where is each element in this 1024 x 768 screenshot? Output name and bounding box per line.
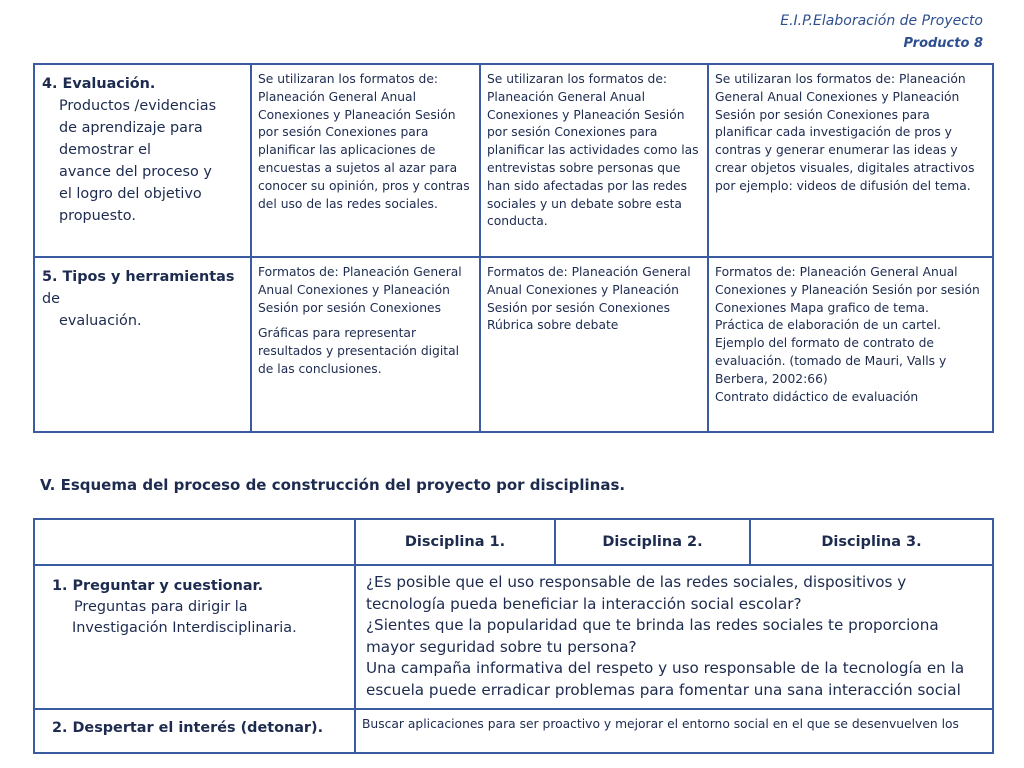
evaluation-description-line: avance del proceso y [59, 164, 212, 180]
tools-cell-3-line: Práctica de elaboración de un cartel. [715, 318, 941, 333]
evaluation-cell-3: Se utilizaran los formatos de: Planeación General Anual Conexiones y Planeación Sesión por sesión Conexiones para planificar cada investigación de pros y contras y generar enumerar las ideas y crear objetos visuales, digitales atractivos por ejemplo: videos de difusión del tema. [708, 64, 993, 257]
evaluation-cell-2: Se utilizaran los formatos de: Planeación General Anual Conexiones y Planeación Sesión por sesión Conexiones para planificar las actividades como las entrevistas sobre personas que han sido afectadas por las redes sociales y un debate sobre esta conducta. [480, 64, 708, 257]
question-label-cell [34, 565, 355, 709]
evaluation-description-line: el logro del objetivo [59, 186, 202, 202]
question-heading: 1. Preguntar y cuestionar. [52, 578, 264, 594]
evaluation-table [33, 63, 994, 433]
evaluation-heading: 4. Evaluación. [42, 76, 156, 92]
guiding-question: ¿Es posible que el uso responsable de las redes sociales, dispositivos y tecnología pueda beneficiar la interacción social escolar? [366, 573, 907, 613]
tools-cell-2-line: Rúbrica sobre debate [487, 318, 619, 333]
evaluation-row [34, 64, 993, 257]
evaluation-description-line: propuesto. [59, 208, 136, 224]
interest-label: 2. Despertar el interés (detonar). [34, 709, 355, 753]
tools-cell-1-para: Formatos de: Planeación General Anual Conexiones y Planeación Sesión por sesión Conexiones [258, 265, 462, 315]
tools-cell-3-line: Ejemplo del formato de contrato de evaluación. (tomado de Mauri, Valls y Berbera, 2002:66) [715, 336, 947, 386]
evaluation-label-cell [34, 64, 251, 257]
document-header-product: Producto 8 [903, 36, 983, 51]
evaluation-description-line: de aprendizaje para [59, 120, 203, 136]
question-row [34, 565, 993, 709]
question-subheading: Preguntas para dirigir la [74, 599, 248, 615]
guiding-questions-cell [355, 565, 993, 709]
section-title: V. Esquema del proceso de construcción del proyecto por disciplinas. [40, 476, 626, 494]
tools-cell-3 [708, 257, 993, 432]
tools-heading-line2: evaluación. [59, 313, 142, 329]
tools-label-cell [34, 257, 251, 432]
evaluation-description-line: Productos /evidencias [59, 98, 217, 114]
guiding-question: Una campaña informativa del respeto y uso responsable de la tecnología en la escuela puede erradicar problemas para fomentar una sana interacción social [366, 659, 965, 699]
tools-cell-3-line: Formatos de: Planeación General Anual Conexiones y Planeación Sesión por sesión Conexiones Mapa grafico de tema. [715, 265, 980, 315]
discipline-1-header: Disciplina 1. [355, 519, 555, 565]
tools-cell-2 [480, 257, 708, 432]
discipline-3-header: Disciplina 3. [750, 519, 993, 565]
disciplines-header-row [34, 519, 993, 565]
interest-text: Buscar aplicaciones para ser proactivo y mejorar el entorno social en el que se desenvuelven los [355, 709, 993, 753]
evaluation-description-line: demostrar el [59, 142, 152, 158]
empty-header-cell [34, 519, 355, 565]
tools-cell-3-line: Contrato didáctico de evaluación [715, 389, 919, 404]
tools-heading-tail: de [42, 291, 60, 307]
disciplines-table [33, 518, 994, 754]
document-header-title: E.I.P.Elaboración de Proyecto [780, 13, 983, 29]
tools-row [34, 257, 993, 432]
tools-cell-1 [251, 257, 480, 432]
question-subheading: Investigación Interdisciplinaria. [72, 620, 297, 636]
tools-cell-1-para: Gráficas para representar resultados y presentación digital de las conclusiones. [258, 326, 460, 376]
guiding-question: ¿Sientes que la popularidad que te brinda las redes sociales te proporciona mayor seguridad sobre tu persona? [366, 616, 939, 656]
tools-cell-2-line: Formatos de: Planeación General Anual Conexiones y Planeación Sesión por sesión Conexiones [487, 265, 691, 315]
discipline-2-header: Disciplina 2. [555, 519, 750, 565]
tools-heading: 5. Tipos y herramientas [42, 269, 235, 285]
interest-row [34, 709, 993, 753]
evaluation-cell-1: Se utilizaran los formatos de: Planeación General Anual Conexiones y Planeación Sesión por sesión Conexiones para planificar las aplicaciones de encuestas a sujetos al azar para conocer su opinión, pros y contras del uso de las redes sociales. [251, 64, 480, 257]
evaluation-description [42, 95, 244, 227]
